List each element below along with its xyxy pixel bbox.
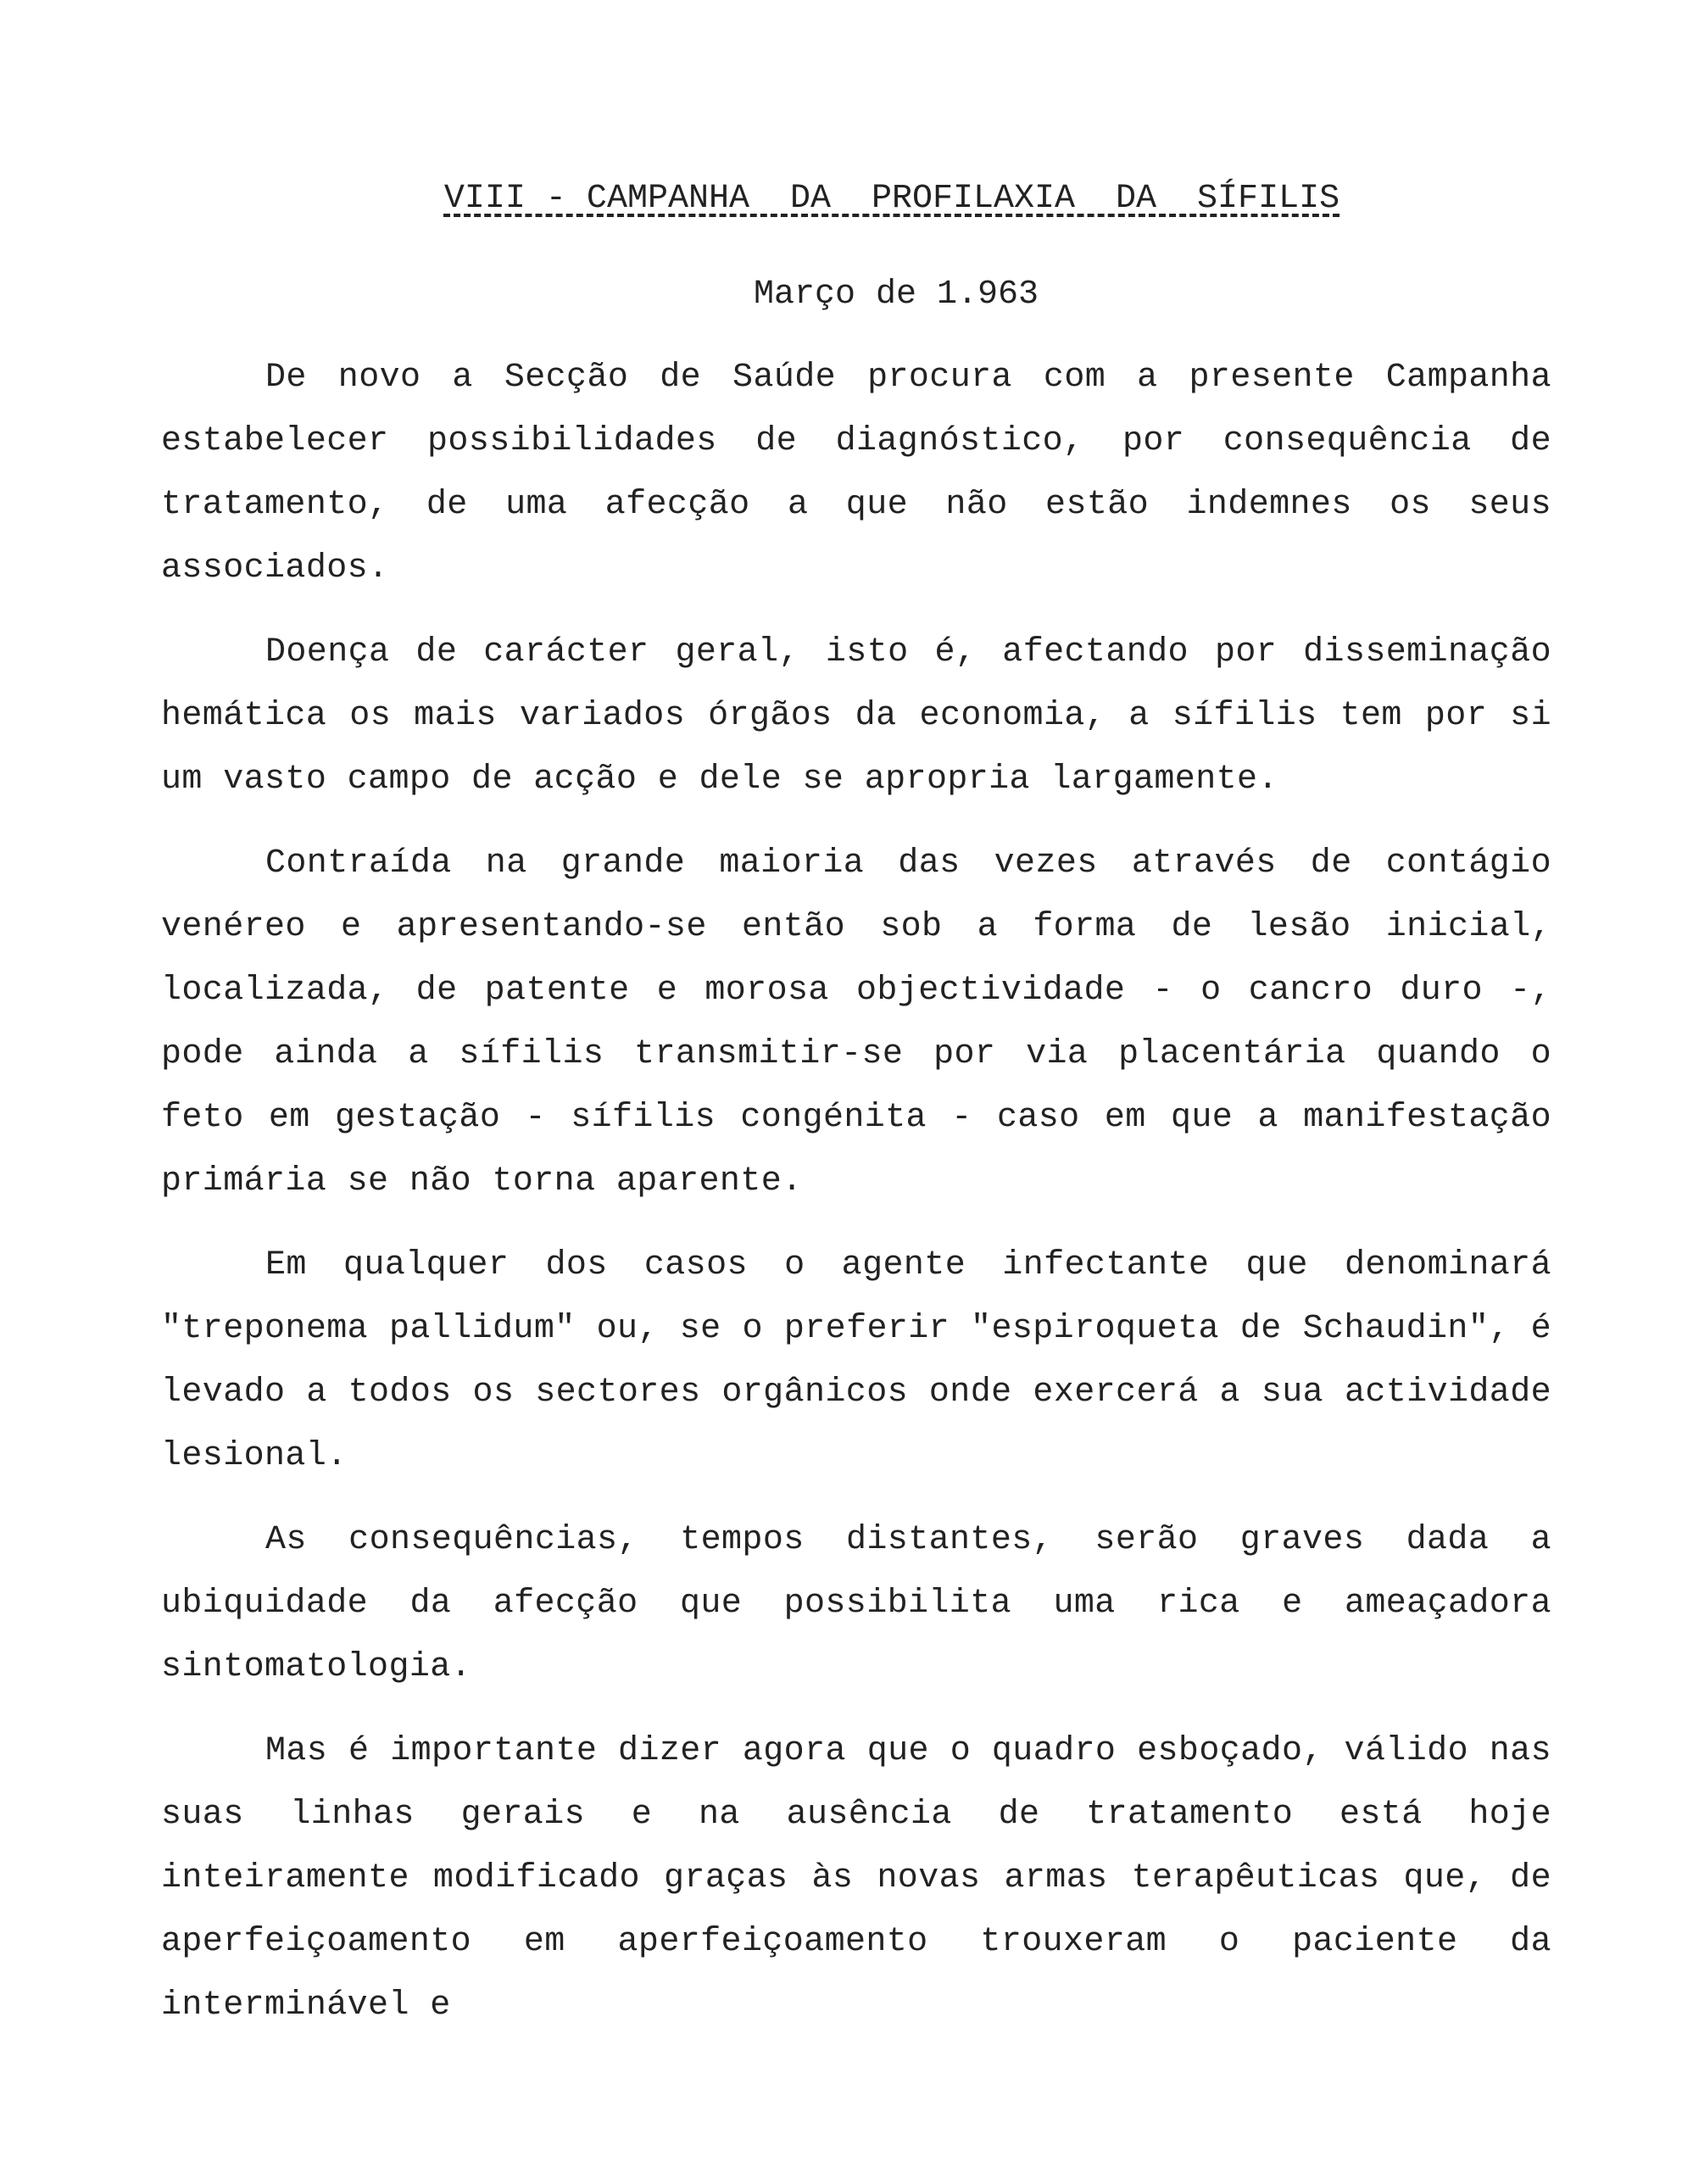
- paragraph-1: De novo a Secção de Saúde procura com a presente Campanha estabelecer possibilidades de diagnóstico, por consequência de tratamento, de uma afecção a que não estão indemnes os seus associados.: [161, 359, 1551, 588]
- document-body: [161, 346, 1551, 2037]
- paragraph-3: Contraída na grande maioria das vezes através de contágio venéreo e apresentando-se então sob a forma de lesão inicial, localizada, de patente e morosa objectividade - o cancro duro -, pode ainda a sífilis transmitir-se por via placentária quando o feto em gestação - sífilis congénita - caso em que a manifestação primária se não torna aparente.: [161, 844, 1551, 1201]
- paragraph-2: Doença de carácter geral, isto é, afectando por disseminação hemática os mais variados órgãos da economia, a sífilis tem por si um vasto campo de acção e dele se apropria largamente.: [161, 633, 1551, 799]
- paragraph-4: Em qualquer dos casos o agente infectante que denominará "treponema pallidum" ou, se o preferir "espiroqueta de Schaudin", é levado a todos os sectores orgânicos onde exercerá a sua actividade lesional.: [161, 1246, 1551, 1475]
- document-date: Março de 1.963: [753, 276, 1039, 314]
- paragraph-6: Mas é importante dizer agora que o quadro esboçado, válido nas suas linhas gerais e na ausência de tratamento está hoje inteiramente modificado graças às novas armas terapêuticas que, de aperfeiçoamento em aperfeiçoamento trouxeram o paciente da interminável e: [161, 1732, 1551, 2025]
- document-title: [0, 174, 1682, 225]
- document-title-text: VIII - CAMPANHA DA PROFILAXIA DA SÍFILIS: [443, 180, 1340, 218]
- paragraph-5: As consequências, tempos distantes, serão graves dada a ubiquidade da afecção que possibilita uma rica e ameaçadora sintomatologia.: [161, 1521, 1551, 1686]
